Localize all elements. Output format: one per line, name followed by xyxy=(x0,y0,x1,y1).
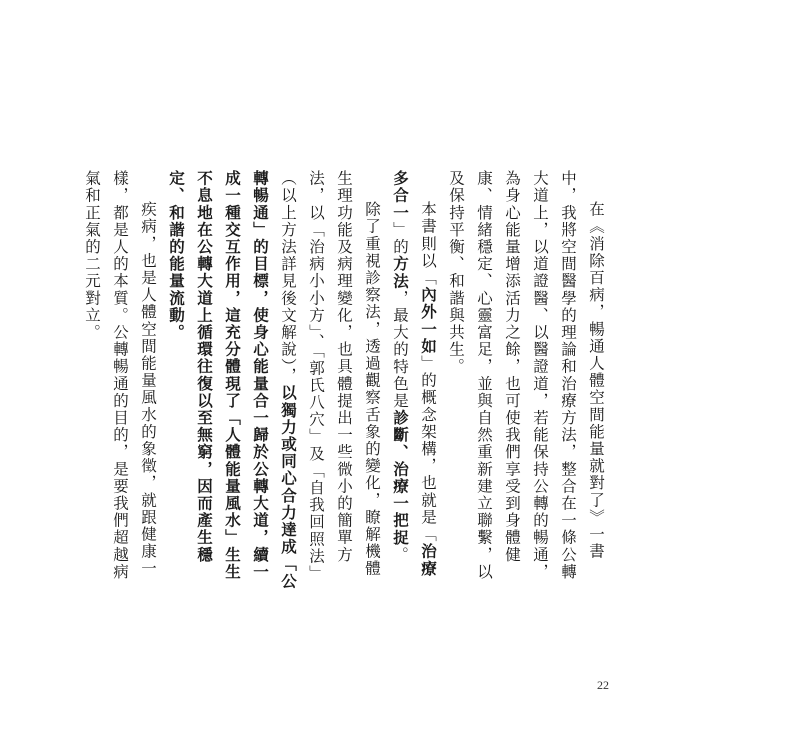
text-segment: ，最大的特色是 xyxy=(391,289,409,410)
text-segment: 在《消除百病，暢通人體空間能量就對了》一書中，我將空間醫學的理論和治療方法，整合在一條公轉大道上，以道證醫、以醫證道，若能保持公轉的暢通，為身心能量增添活力之餘，也可使我們享受到身體健康、情緒穩定、心靈富足，並與自然重新建立聯繫，以及保持平衡、和諧與共生。 xyxy=(447,170,605,581)
paragraph xyxy=(162,170,386,590)
text-segment: 疾病，也是人體空間能量風水的象徵，就跟健康一樣，都是人的本質。公轉暢通的目的，是要我們超越病氣和正氣的二元對立。 xyxy=(83,170,157,581)
paragraph xyxy=(442,170,610,590)
text-segment: 。 xyxy=(391,546,409,564)
emphasis-text: 診斷、治療一把捉 xyxy=(391,409,410,547)
emphasis-text: 治療多合一 xyxy=(391,170,438,578)
text-segment: 除了重視診察法，透過觀察舌象的變化，瞭解機體生理功能及病理變化，也具體提出一些微小的簡單方法，以「治病小小方」、「郭氏八穴」及「自我回照法」（以上方法詳見後文解說）， xyxy=(279,170,381,582)
vertical-text-block xyxy=(78,170,610,590)
emphasis-text: 方法 xyxy=(391,255,410,290)
emphasis-text: 以獨力或同心合力達成「公轉暢通」的目標，使身心能量合一歸於公轉大道，續一成一種交互作用，這充分體現了「人體能量風水」生生不息地在公轉大道上循環往復以至無窮，因而產生穩定、和諧的能量流動。 xyxy=(167,170,298,590)
paragraph xyxy=(386,170,442,590)
emphasis-text: 內外一如 xyxy=(419,286,438,355)
text-segment: 」的概念架構，也就是「 xyxy=(419,354,437,544)
paragraph xyxy=(78,170,162,590)
text-segment: 」的 xyxy=(391,221,409,256)
page-number: 22 xyxy=(597,678,609,692)
text-segment: 本書則以「 xyxy=(419,201,437,287)
